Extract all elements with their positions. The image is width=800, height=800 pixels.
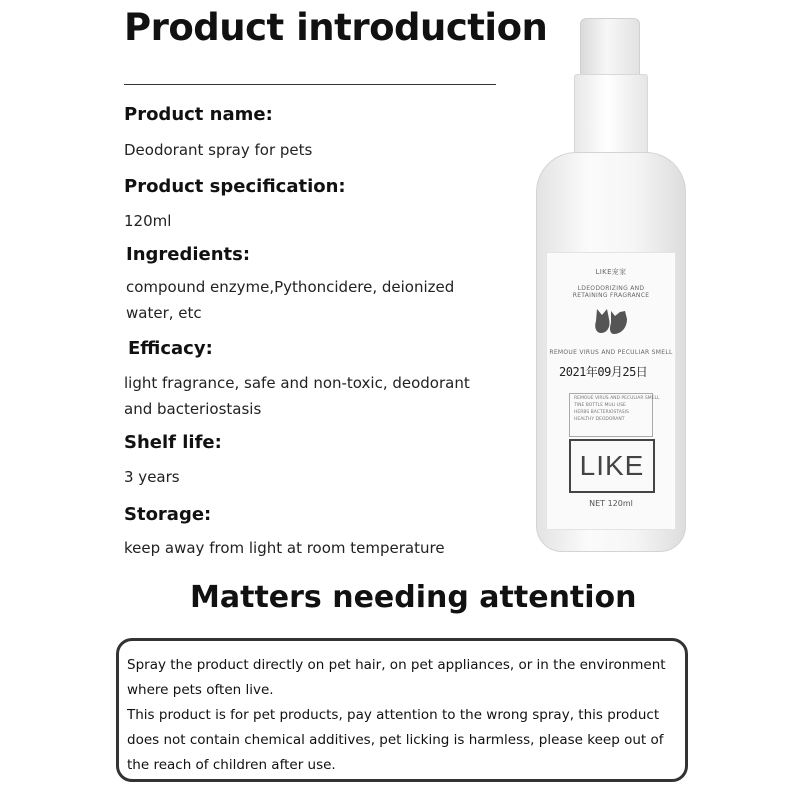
efficacy-label: Efficacy: — [128, 338, 213, 359]
bottle-label — [546, 252, 676, 530]
shelf-life-label: Shelf life: — [124, 432, 222, 453]
bottle-brand: LIKE宠家 — [595, 268, 627, 276]
product-spec-value: 120ml — [124, 212, 172, 230]
product-spec-label: Product specification: — [124, 176, 346, 197]
info-line: HEALTHY DEODORANT — [574, 417, 625, 422]
page-title: Product introduction — [124, 6, 548, 49]
shelf-life-value: 3 years — [124, 468, 180, 486]
info-line: REMOUE VIRUS AND PECULIAR SMELL — [574, 396, 660, 401]
product-bottle-image — [536, 10, 696, 550]
attention-title: Matters needing attention — [190, 580, 637, 615]
bottle-spray-cap — [580, 18, 640, 78]
bottle-collar — [574, 74, 648, 156]
attention-box — [116, 638, 688, 782]
ingredients-label: Ingredients: — [126, 244, 251, 265]
bottle-tagline: LDEODORIZING AND RETAINING FRAGRANCE — [572, 285, 650, 299]
title-divider — [124, 84, 496, 85]
storage-label: Storage: — [124, 504, 212, 525]
net-volume: NET 120ml — [589, 499, 633, 508]
info-line: HERBS BACTERIOSTASIS — [574, 410, 629, 415]
date-stamp: 2021年09月25日 — [559, 365, 648, 379]
attention-paragraph-1: Spray the product directly on pet hair, on pet appliances, or in the environment where pets often live. — [127, 657, 666, 698]
bottle-subtag: REMOUE VIRUS AND PECULIAR SMELL — [549, 349, 673, 356]
product-name-value: Deodorant spray for pets — [124, 141, 313, 159]
storage-value: keep away from light at room temperature — [124, 539, 445, 557]
ingredients-value: compound enzyme,Pythoncidere, deionized water, etc — [126, 278, 455, 322]
cat-dog-silhouette-icon — [593, 303, 629, 337]
info-line: TINE BOTTLE MULI USE — [574, 403, 626, 408]
like-logo: LIKE — [569, 439, 655, 493]
attention-paragraph-2: This product is for pet products, pay attention to the wrong spray, this product does not contain chemical additives, pet licking is harmless, please keep out of the reach of children after use. — [127, 707, 664, 773]
bottle-info-box — [569, 393, 660, 437]
efficacy-value: light fragrance, safe and non-toxic, deodorant and bacteriostasis — [124, 374, 470, 418]
product-name-label: Product name: — [124, 104, 273, 125]
